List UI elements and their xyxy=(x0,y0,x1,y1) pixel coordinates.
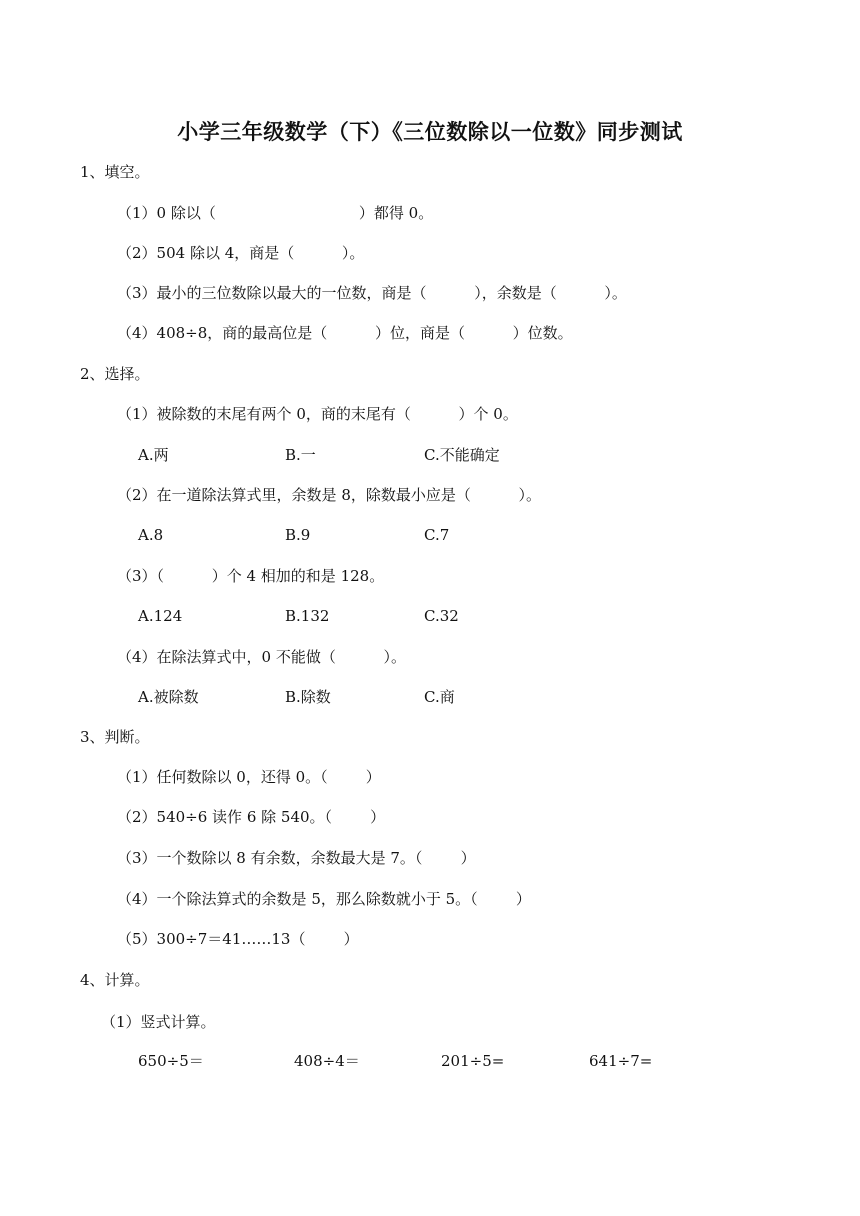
question-text: （4）一个除法算式的余数是 5，那么除数就小于 5。（ ） xyxy=(117,890,531,908)
question-text: （4）在除法算式中，0 不能做（ ）。 xyxy=(117,648,407,666)
question-text: （2）在一道除法算式里，余数是 8，除数最小应是（ ）。 xyxy=(117,486,542,504)
calc-problem: 408÷4＝ xyxy=(294,1052,360,1070)
option-c: C.32 xyxy=(424,607,459,625)
option-b: B.9 xyxy=(285,526,311,544)
question-text: （4）408÷8，商的最高位是（ ）位，商是（ ）位数。 xyxy=(117,324,573,342)
option-a: A.124 xyxy=(138,607,183,625)
page-title: 小学三年级数学（下）《三位数除以一位数》同步测试 xyxy=(177,120,683,144)
section-heading-fill-blank: 1、填空。 xyxy=(80,163,150,181)
option-a: A.两 xyxy=(138,446,169,464)
question-text: （1）被除数的末尾有两个 0，商的末尾有（ ）个 0。 xyxy=(117,405,518,423)
calc-problem: 650÷5＝ xyxy=(138,1052,204,1070)
question-text: （1）任何数除以 0，还得 0。（ ） xyxy=(117,768,381,786)
section-heading-calc: 4、计算。 xyxy=(80,971,150,989)
option-b: B.一 xyxy=(285,446,316,464)
option-a: A.8 xyxy=(138,526,164,544)
question-text: （2）504 除以 4，商是（ ）。 xyxy=(117,244,365,262)
section-heading-judge: 3、判断。 xyxy=(80,728,150,746)
question-text: （3）一个数除以 8 有余数，余数最大是 7。（ ） xyxy=(117,849,476,867)
option-c: C.商 xyxy=(424,688,455,706)
section-heading-choice: 2、选择。 xyxy=(80,365,150,383)
option-b: B.132 xyxy=(285,607,330,625)
option-a: A.被除数 xyxy=(138,688,199,706)
question-text: （2）540÷6 读作 6 除 540。（ ） xyxy=(117,808,386,826)
subsection-label: （1）竖式计算。 xyxy=(101,1013,216,1031)
question-text: （3）（ ）个 4 相加的和是 128。 xyxy=(117,567,385,585)
option-b: B.除数 xyxy=(285,688,331,706)
question-text: （3）最小的三位数除以最大的一位数，商是（ ），余数是（ ）。 xyxy=(117,284,627,302)
option-c: C.不能确定 xyxy=(424,446,500,464)
question-text: （1）0 除以（ ）都得 0。 xyxy=(117,204,434,222)
option-c: C.7 xyxy=(424,526,450,544)
calc-problem: 201÷5= xyxy=(441,1052,505,1070)
calc-problem: 641÷7= xyxy=(589,1052,653,1070)
question-text: （5）300÷7＝41……13（ ） xyxy=(117,930,359,948)
